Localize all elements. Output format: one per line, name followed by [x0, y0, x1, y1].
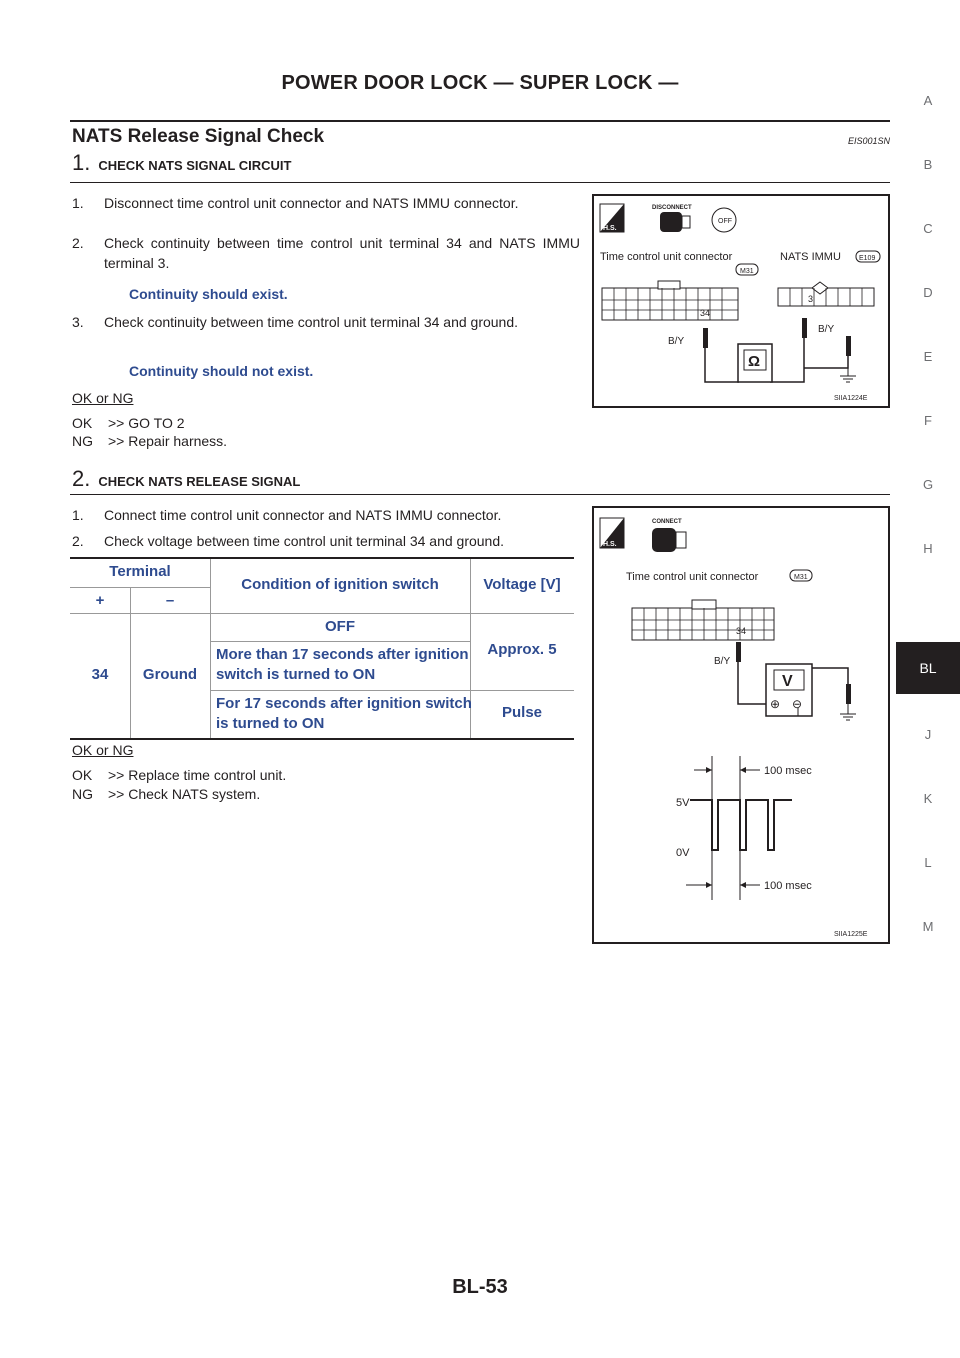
spec-continuity-exist: Continuity should exist. — [129, 286, 288, 302]
cell-voltage-approx5: Approx. 5 — [487, 641, 557, 658]
wire-by-right: B/Y — [818, 324, 835, 335]
result-value: >> Replace time control unit. — [108, 767, 287, 783]
sidebar-item-g[interactable]: G — [922, 477, 934, 492]
step1-rule — [70, 182, 890, 183]
wire-by: B/Y — [714, 656, 731, 667]
step2-title: CHECK NATS RELEASE SIGNAL — [98, 474, 301, 489]
page-number: BL-53 — [452, 1276, 508, 1298]
sidebar-item-b[interactable]: B — [923, 157, 933, 172]
result-key: OK — [72, 767, 93, 783]
result-value: >> Repair harness. — [108, 433, 228, 449]
item-number: 2. — [72, 235, 84, 251]
figure-voltage-check — [592, 506, 890, 944]
sidebar-item-d[interactable]: D — [923, 285, 933, 300]
th-sub-rule — [70, 587, 210, 588]
step2-heading — [72, 466, 300, 492]
th-voltage: Voltage [V] — [483, 576, 561, 593]
header-rule — [70, 120, 890, 122]
hs-label: H.S. — [603, 541, 617, 548]
ohm-symbol: Ω — [748, 353, 761, 370]
result-key: NG — [72, 786, 93, 802]
row-rule — [210, 690, 574, 691]
item-number: 1. — [72, 195, 84, 211]
step2-result-ng — [72, 785, 260, 803]
period-label-bottom: 100 msec — [764, 880, 812, 892]
sidebar-item-c[interactable]: C — [923, 221, 933, 236]
th-condition: Condition of ignition switch — [241, 576, 439, 593]
th-plus: + — [95, 592, 105, 609]
cell-condition-more17: More than 17 seconds after ignition switch is turned to ON — [216, 646, 469, 683]
sidebar-item-k[interactable]: K — [923, 791, 933, 806]
result-key: NG — [72, 433, 93, 449]
th-terminal: Terminal — [109, 563, 171, 580]
header-bottom-rule — [70, 613, 574, 614]
item-text: Connect time control unit connector and NATS IMMU connector. — [104, 507, 502, 523]
sidebar-item-a[interactable]: A — [923, 93, 933, 108]
vline — [210, 559, 211, 738]
vline — [130, 587, 131, 738]
terminal-34-label: 34 — [700, 308, 711, 318]
figure-code: SIIA1224E — [834, 395, 868, 402]
terminal-3-label: 3 — [808, 294, 814, 304]
disconnect-label: DISCONNECT — [652, 205, 692, 211]
step1-result-ng — [72, 432, 227, 450]
step1-title: CHECK NATS SIGNAL CIRCUIT — [98, 158, 292, 173]
sidebar-item-bl[interactable]: BL — [896, 642, 960, 694]
result-value: >> Check NATS system. — [108, 786, 261, 802]
hs-label: H.S. — [603, 225, 617, 232]
period-label-top: 100 msec — [764, 765, 812, 777]
result-value: >> GO TO 2 — [108, 415, 185, 431]
wire-by-left: B/Y — [668, 336, 685, 347]
item-text: Check voltage between time control unit terminal 34 and ground. — [104, 533, 505, 549]
tcu-label: Time control unit connector — [626, 571, 759, 583]
item-text: Disconnect time control unit connector and NATS IMMU connector. — [104, 195, 519, 211]
m31-badge: M31 — [740, 268, 754, 275]
voltmeter-symbol: V — [782, 673, 793, 690]
plus-terminal: ⊕ — [770, 697, 781, 711]
continuity-diagram — [594, 196, 888, 406]
minus-terminal: ⊖ — [792, 697, 803, 711]
step2-rule — [70, 494, 890, 495]
step1-item-2 — [72, 233, 580, 273]
sidebar-item-h[interactable]: H — [923, 541, 933, 556]
item-number: 3. — [72, 314, 84, 330]
step2-ok-or-ng: OK or NG — [72, 742, 134, 758]
cell-condition-off: OFF — [325, 618, 355, 635]
cell-plus: 34 — [91, 666, 109, 683]
m31-badge: M31 — [794, 574, 808, 581]
sidebar-item-m[interactable]: M — [922, 919, 934, 934]
step1-number: 1. — [72, 150, 91, 175]
sidebar-item-f[interactable]: F — [924, 413, 932, 428]
sidebar-item-l[interactable]: L — [924, 855, 932, 870]
cell-condition-for17: For 17 seconds after ignition switch is turned to ON — [216, 695, 472, 732]
voltage-table — [70, 559, 574, 739]
section-code: EIS001SN — [847, 136, 890, 146]
item-text: Check continuity between time control unit terminal 34 and ground. — [104, 314, 519, 330]
step1-result-ok — [72, 414, 185, 432]
figure-continuity-check — [592, 194, 890, 408]
th-minus: – — [165, 592, 175, 609]
spec-continuity-not-exist: Continuity should not exist. — [129, 363, 314, 379]
cell-voltage-pulse: Pulse — [501, 704, 543, 721]
step2-result-ok — [72, 766, 286, 784]
step1-item-3 — [72, 312, 580, 332]
result-key: OK — [72, 415, 93, 431]
sidebar-item-j[interactable]: J — [924, 727, 932, 742]
level-5v: 5V — [676, 797, 690, 809]
connect-label: CONNECT — [652, 519, 682, 525]
terminal-34-label: 34 — [736, 626, 747, 636]
off-label: OFF — [718, 218, 732, 225]
voltage-diagram — [594, 508, 888, 942]
step1-ok-or-ng: OK or NG — [72, 390, 134, 406]
step2-number: 2. — [72, 466, 91, 491]
item-number: 1. — [72, 507, 84, 523]
nats-label: NATS IMMU — [780, 251, 841, 263]
item-text: Check continuity between time control unit terminal 34 and NATS IMMU terminal 3. — [104, 235, 580, 271]
step1-item-1 — [72, 193, 580, 213]
step1-heading — [72, 150, 291, 176]
row-rule — [210, 641, 470, 642]
sidebar-item-e[interactable]: E — [923, 349, 933, 364]
step2-item-1 — [72, 505, 592, 525]
figure-code: SIIA1225E — [834, 931, 868, 938]
page-header-title: POWER DOOR LOCK — SUPER LOCK — — [281, 72, 679, 94]
section-title: NATS Release Signal Check — [72, 126, 325, 147]
item-number: 2. — [72, 533, 84, 549]
e109-badge: E109 — [859, 255, 876, 262]
tcu-label: Time control unit connector — [600, 251, 733, 263]
cell-minus: Ground — [142, 666, 198, 683]
level-0v: 0V — [676, 847, 690, 859]
step2-item-2 — [72, 531, 592, 551]
